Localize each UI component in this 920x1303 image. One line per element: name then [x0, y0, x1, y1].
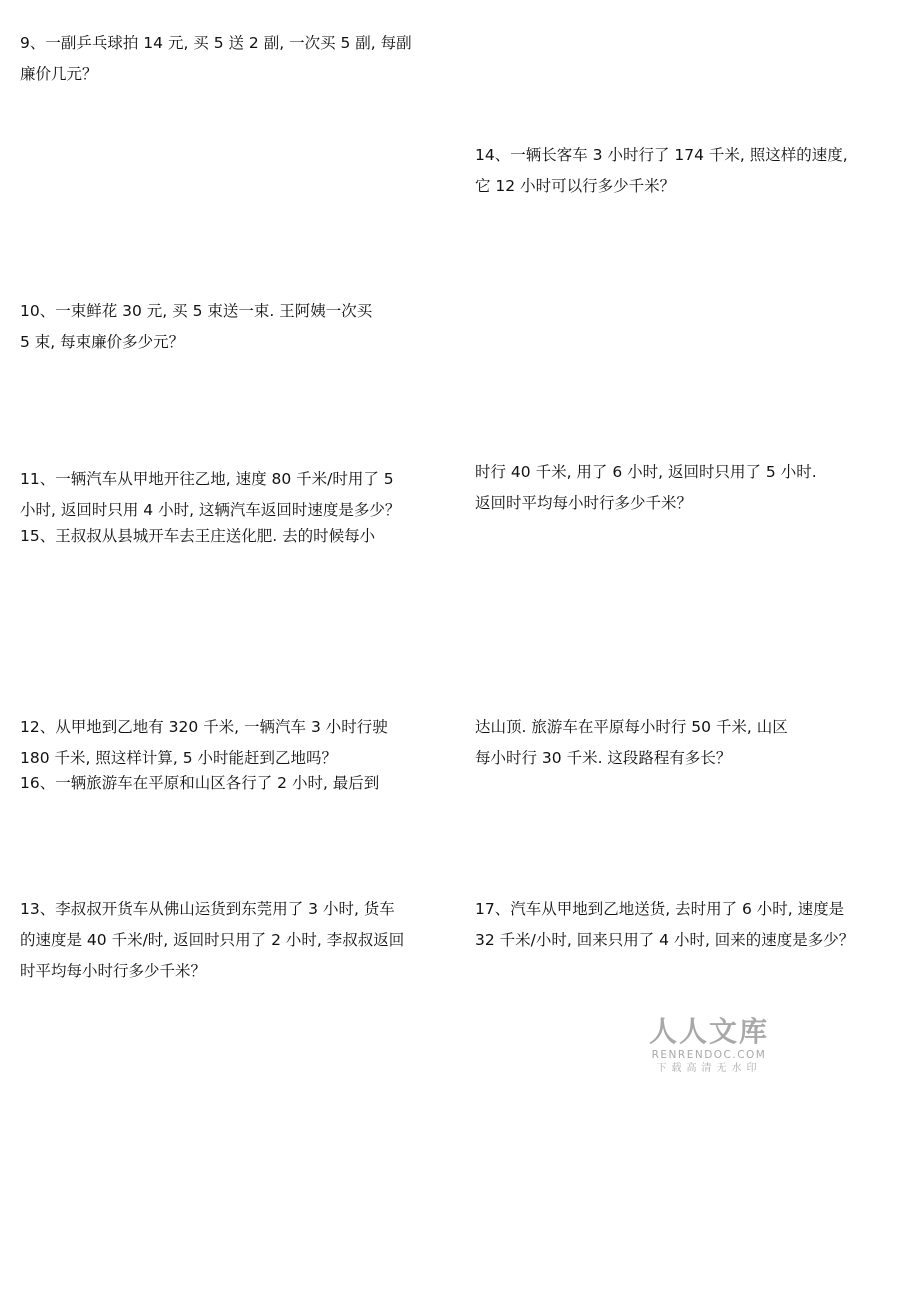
problem-12-line-1: 12、从甲地到乙地有 320 千米, 一辆汽车 3 小时行驶	[20, 718, 388, 736]
problem-17	[475, 894, 854, 956]
problem-12	[20, 712, 388, 774]
problem-16-line-1: 16、一辆旅游车在平原和山区各行了 2 小时, 最后到	[20, 774, 380, 792]
problem-14-line-1: 14、一辆长客车 3 小时行了 174 千米, 照这样的速度,	[475, 146, 848, 164]
problem-14-line-2: 它 12 小时可以行多少千米？	[475, 177, 676, 195]
problem-13-line-1: 13、李叔叔开货车从佛山运货到东莞用了 3 小时, 货车	[20, 900, 395, 918]
problem-13	[20, 894, 404, 987]
problem-13-line-3: 时平均每小时行多少千米？	[20, 962, 207, 980]
problem-15-line-3: 返回时平均每小时行多少千米？	[475, 494, 693, 512]
problem-9-line-1: 9、一副乒乓球拍 14 元, 买 5 送 2 副, 一次买 5 副, 每副	[20, 34, 412, 52]
problem-17-line-1: 17、汽车从甲地到乙地送货, 去时用了 6 小时, 速度是	[475, 900, 845, 918]
watermark-title: 人人文库	[648, 1015, 769, 1048]
watermark-subtitle: 下载高清无水印	[656, 1063, 762, 1074]
problem-15-start	[20, 521, 375, 552]
watermark-logo	[646, 1016, 772, 1076]
problem-16-start	[20, 768, 379, 799]
problem-15-continuation	[475, 457, 817, 519]
problem-10-line-2: 5 束, 每束廉价多少元？	[20, 333, 185, 351]
problem-10-line-1: 10、一束鲜花 30 元, 买 5 束送一束. 王阿姨一次买	[20, 302, 373, 320]
problem-16-continuation	[475, 712, 788, 774]
problem-13-line-2: 的速度是 40 千米/时, 返回时只用了 2 小时, 李叔叔返回	[20, 931, 405, 949]
problem-9-line-2: 廉价几元？	[20, 65, 98, 83]
problem-11-line-1: 11、一辆汽车从甲地开往乙地, 速度 80 千米/时用了 5	[20, 470, 394, 488]
problem-16-line-3: 每小时行 30 千米. 这段路程有多长？	[475, 749, 732, 767]
problem-12-line-2: 180 千米, 照这样计算, 5 小时能赶到乙地吗？	[20, 749, 338, 767]
problem-15-line-2: 时行 40 千米, 用了 6 小时, 返回时只用了 5 小时.	[475, 463, 817, 481]
problem-9	[20, 28, 412, 90]
problem-14	[475, 140, 848, 202]
watermark-site: RENRENDOC.COM	[651, 1049, 767, 1061]
problem-15-line-1: 15、王叔叔从县城开车去王庄送化肥. 去的时候每小	[20, 527, 376, 545]
problem-11-line-2: 小时, 返回时只用 4 小时, 这辆汽车返回时速度是多少？	[20, 501, 401, 519]
problem-16-line-2: 达山顶. 旅游车在平原每小时行 50 千米, 山区	[475, 718, 788, 736]
problem-11	[20, 464, 400, 526]
problem-17-line-2: 32 千米/小时, 回来只用了 4 小时, 回来的速度是多少？	[475, 931, 855, 949]
problem-10	[20, 296, 372, 358]
